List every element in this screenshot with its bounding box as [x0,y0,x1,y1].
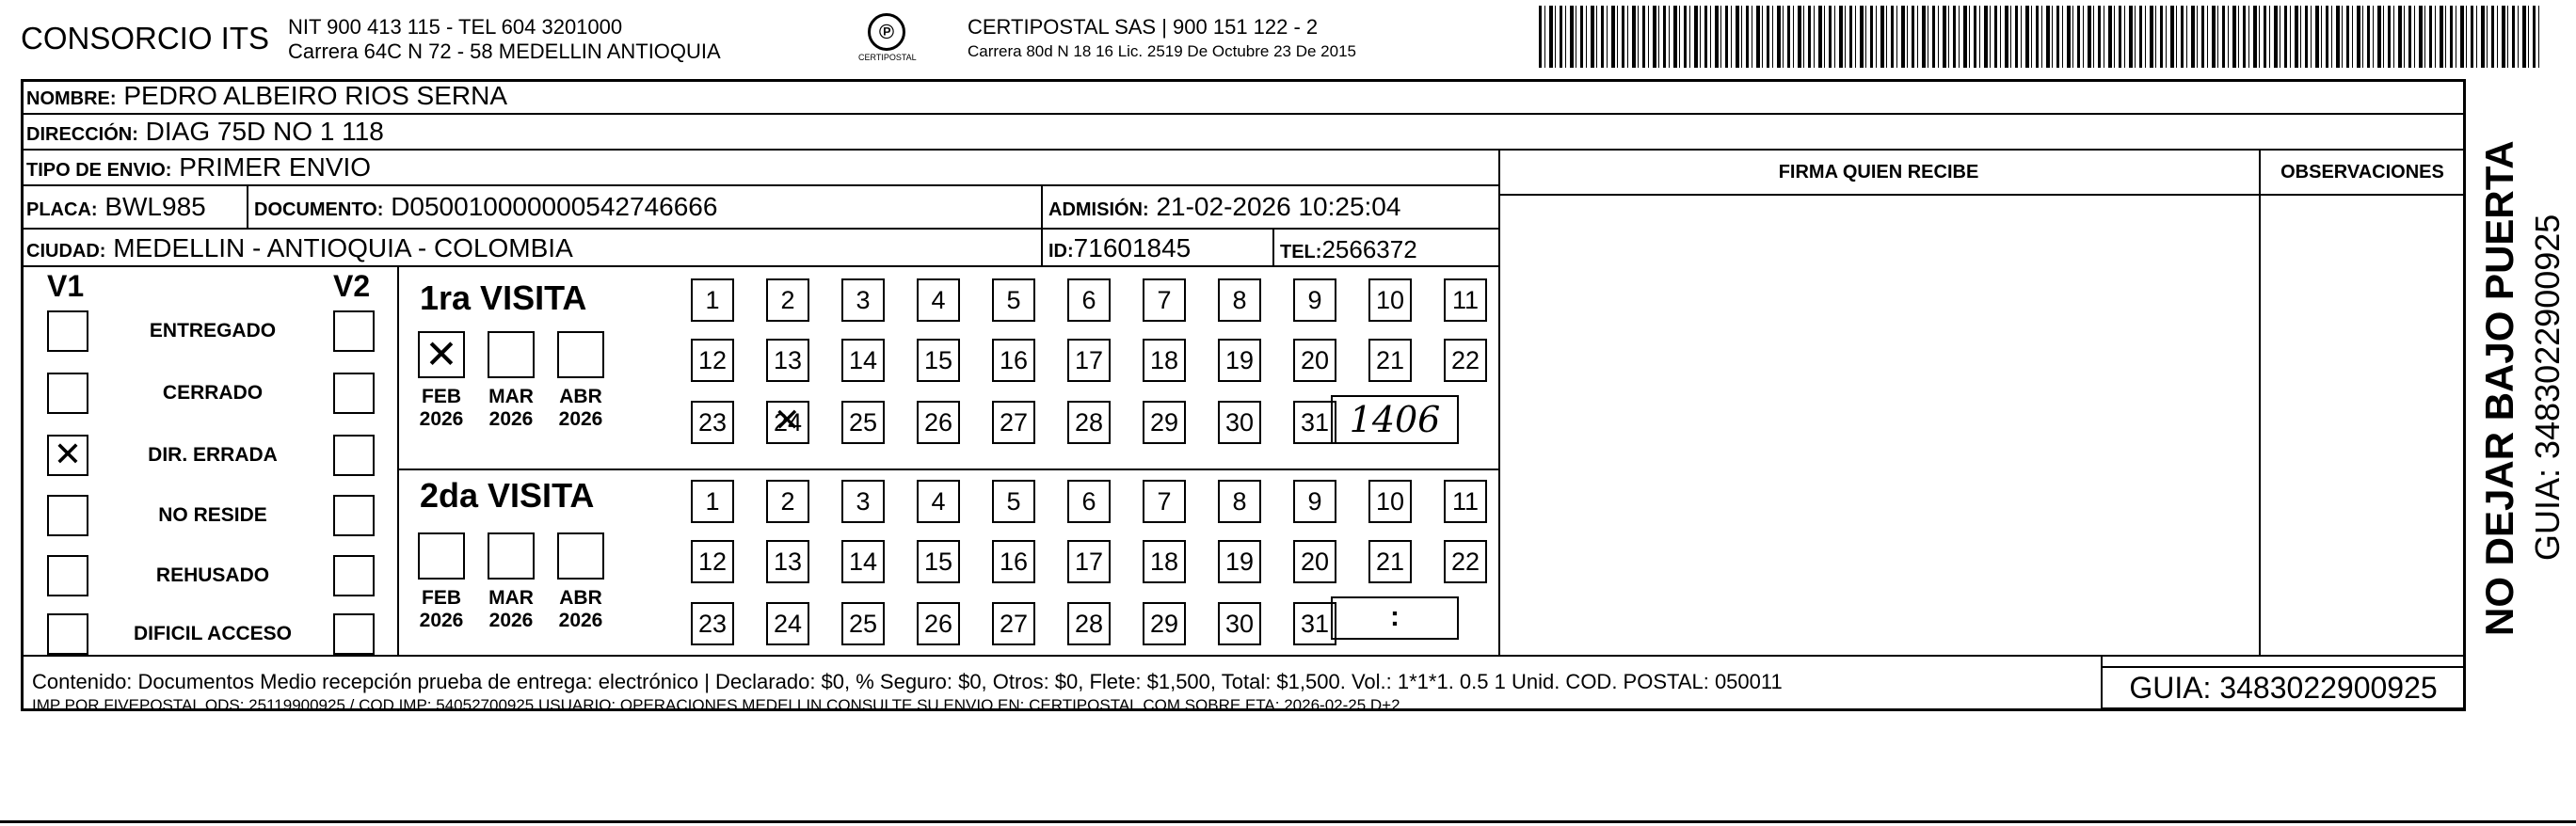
guia-number: GUIA: 3483022900925 [2101,666,2466,709]
day-box[interactable]: 25 [841,401,885,444]
month-name: MAR [488,587,534,609]
day-box[interactable]: 7 [1143,278,1186,322]
month-year: 2026 [419,408,464,430]
v1-checkbox[interactable] [47,495,88,536]
address-line: Carrera 64C N 72 - 58 MEDELLIN ANTIOQUIA [288,40,721,63]
logo-icon: ℗ [868,13,905,51]
courier-sub: Carrera 80d N 18 16 Lic. 2519 De Octubre 23 De 2015 [968,42,1356,60]
nombre-label: NOMBRE: [26,88,117,109]
day-box[interactable]: 4 [917,480,960,523]
courier-info [968,15,1356,64]
day-box[interactable]: 13 [766,540,809,583]
day-box[interactable]: 24 ✕ [766,401,809,444]
ciudad-label: CIUDAD: [26,241,106,262]
day-box[interactable]: 10 [1368,278,1412,322]
month-checkbox[interactable] [488,331,535,378]
barcode [1539,6,2541,68]
documento-label: DOCUMENTO: [254,199,384,220]
month-name: MAR [488,386,534,407]
visit2-title: 2da VISITA [420,476,595,515]
ciudad-row [26,233,573,263]
day-box[interactable]: 12 [691,339,734,382]
day-box[interactable]: 5 [992,480,1035,523]
month-name: FEB [422,587,461,609]
month-checkbox[interactable] [418,532,465,580]
ciudad-value: MEDELLIN - ANTIOQUIA - COLOMBIA [113,233,573,262]
day-box[interactable]: 6 [1067,278,1111,322]
day-box[interactable]: 23 [691,602,734,645]
day-box[interactable]: 26 [917,401,960,444]
v1-checkbox[interactable] [47,613,88,655]
v2-checkbox[interactable] [333,555,375,596]
tel-value: 2566372 [1321,235,1417,263]
day-box[interactable]: 30 [1218,401,1261,444]
observaciones-label: OBSERVACIONES [2280,162,2444,183]
day-box[interactable]: 9 [1293,278,1336,322]
v2-checkbox[interactable] [333,310,375,352]
day-box[interactable]: 8 [1218,480,1261,523]
day-box[interactable]: 17 [1067,540,1111,583]
v2-checkbox[interactable] [333,613,375,655]
month-checkbox[interactable] [488,532,535,580]
day-box[interactable]: 23 [691,401,734,444]
placa-label: PLACA: [26,199,98,220]
month-year: 2026 [488,408,534,430]
handwritten-note: 1406 [1331,395,1459,444]
id-label: ID: [1048,241,1074,262]
status-label: DIR. ERRADA [148,444,278,466]
month-label [554,587,607,632]
day-box[interactable]: 1 [691,278,734,322]
month-label [415,587,468,632]
month-label [554,386,607,431]
day-box[interactable]: 31 [1293,602,1336,645]
tipo-value: PRIMER ENVIO [179,152,372,182]
day-box[interactable]: 15 [917,540,960,583]
id-row [1048,233,1191,263]
status-label: NO RESIDE [158,504,267,526]
day-box[interactable]: 5 [992,278,1035,322]
day-box[interactable]: 21 [1368,540,1412,583]
day-box[interactable]: 18 [1143,339,1186,382]
firma-label: FIRMA QUIEN RECIBE [1778,162,1979,183]
day-box[interactable]: 14 [841,339,885,382]
day-box[interactable]: 11 [1444,480,1487,523]
month-year: 2026 [419,610,464,631]
month-label [415,386,468,431]
footer-imp: IMP POR FIVEPOSTAL ODS: 25119900925 / COD.IMP: 54052700925 USUARIO: OPERACIONES MEDELLIN CONSULTE SU ENVIO EN: CERTIPOSTAL.COM SOBRE ETA: 2026-02-25 D+2 [32,696,1400,714]
certipostal-logo: ℗ CERTIPOSTAL [858,13,915,71]
day-box[interactable]: 13 [766,339,809,382]
month-year: 2026 [488,610,534,631]
day-box[interactable]: 29 [1143,602,1186,645]
day-box[interactable]: 22 [1444,540,1487,583]
day-box[interactable]: 20 [1293,339,1336,382]
tipo-label: TIPO DE ENVIO: [26,160,172,181]
tel-label: TEL: [1280,242,1322,262]
direccion-label: DIRECCIÓN: [26,124,138,145]
day-box[interactable]: 15 [917,339,960,382]
status-label: DIFICIL ACCESO [133,623,292,644]
status-label: REHUSADO [155,564,270,586]
day-box[interactable]: 2 [766,480,809,523]
v1-checkbox[interactable] [47,373,88,414]
day-box[interactable]: 26 [917,602,960,645]
nit-line: NIT 900 413 115 - TEL 604 3201000 [288,15,623,39]
day-box[interactable]: 4 [917,278,960,322]
day-box[interactable]: 27 [992,602,1035,645]
day-box[interactable]: 2 [766,278,809,322]
day-box[interactable]: 1 [691,480,734,523]
side-guia: GUIA: 3483022900925 [2528,214,2567,561]
nombre-value: PEDRO ALBEIRO RIOS SERNA [123,81,507,110]
admision-row [1048,192,1400,222]
tel-row [1280,235,1417,264]
month-checkbox[interactable] [557,331,604,378]
v1-header: V1 [47,269,85,303]
company-info [288,15,721,64]
day-box[interactable]: 9 [1293,480,1336,523]
day-box[interactable]: 10 [1368,480,1412,523]
cut-line [0,820,2576,823]
day-box[interactable]: 30 [1218,602,1261,645]
v1-checkbox[interactable]: ✕ [47,435,88,476]
time-box[interactable]: : [1331,596,1459,640]
admision-label: ADMISIÓN: [1048,199,1149,220]
placa-value: BWL985 [104,192,206,221]
day-box[interactable]: 24 [766,602,809,645]
month-name: ABR [559,386,602,407]
documento-value: D050010000000542746666 [391,192,718,221]
day-box[interactable]: 3 [841,278,885,322]
month-year: 2026 [558,610,603,631]
day-box[interactable]: 7 [1143,480,1186,523]
day-box[interactable]: 31 [1293,401,1336,444]
day-box[interactable]: 20 [1293,540,1336,583]
day-box[interactable]: 19 [1218,540,1261,583]
day-box[interactable]: 18 [1143,540,1186,583]
day-box[interactable]: 28 [1067,602,1111,645]
v2-checkbox[interactable] [333,495,375,536]
id-value: 71601845 [1073,233,1192,262]
month-name: FEB [422,386,461,407]
month-year: 2026 [558,408,603,430]
month-label [485,386,537,431]
day-box[interactable]: 19 [1218,339,1261,382]
status-label: CERRADO [162,382,264,404]
side-warning: NO DEJAR BAJO PUERTA [2477,140,2521,636]
day-box[interactable]: 16 [992,540,1035,583]
day-box[interactable]: 21 [1368,339,1412,382]
status-label: ENTREGADO [149,320,277,342]
day-box[interactable]: 16 [992,339,1035,382]
day-box[interactable]: 17 [1067,339,1111,382]
v2-checkbox[interactable] [333,373,375,414]
month-checkbox[interactable]: ✕ [418,331,465,378]
day-box[interactable]: 28 [1067,401,1111,444]
day-box[interactable]: 29 [1143,401,1186,444]
visit1-title: 1ra VISITA [420,278,587,317]
courier-line: CERTIPOSTAL SAS | 900 151 122 - 2 [968,15,1319,39]
nombre-row [26,81,507,111]
day-box[interactable]: 3 [841,480,885,523]
footer-content: Contenido: Documentos Medio recepción prueba de entrega: electrónico | Declarado: $0, % Seguro: $0, Otros: $0, Flete: $1,500, Total: $1,500. Vol.: 1*1*1. 0.5 1 Unid. COD. POSTAL: 050011 [32,670,1783,693]
placa-row [26,192,206,222]
v2-header: V2 [333,269,371,303]
day-box[interactable]: 12 [691,540,734,583]
day-box[interactable]: 8 [1218,278,1261,322]
direccion-value: DIAG 75D NO 1 118 [145,117,384,146]
admision-value: 21-02-2026 10:25:04 [1156,192,1401,221]
day-box[interactable]: 6 [1067,480,1111,523]
day-box[interactable]: 22 [1444,339,1487,382]
v2-checkbox[interactable] [333,435,375,476]
company-name: CONSORCIO ITS [21,21,270,56]
documento-row [254,192,717,222]
month-checkbox[interactable] [557,532,604,580]
day-box[interactable]: 25 [841,602,885,645]
v1-checkbox[interactable] [47,310,88,352]
tipo-row [26,152,371,183]
month-name: ABR [559,587,602,609]
day-box[interactable]: 14 [841,540,885,583]
direccion-row [26,117,384,147]
month-label [485,587,537,632]
v1-checkbox[interactable] [47,555,88,596]
day-box[interactable]: 11 [1444,278,1487,322]
day-box[interactable]: 27 [992,401,1035,444]
